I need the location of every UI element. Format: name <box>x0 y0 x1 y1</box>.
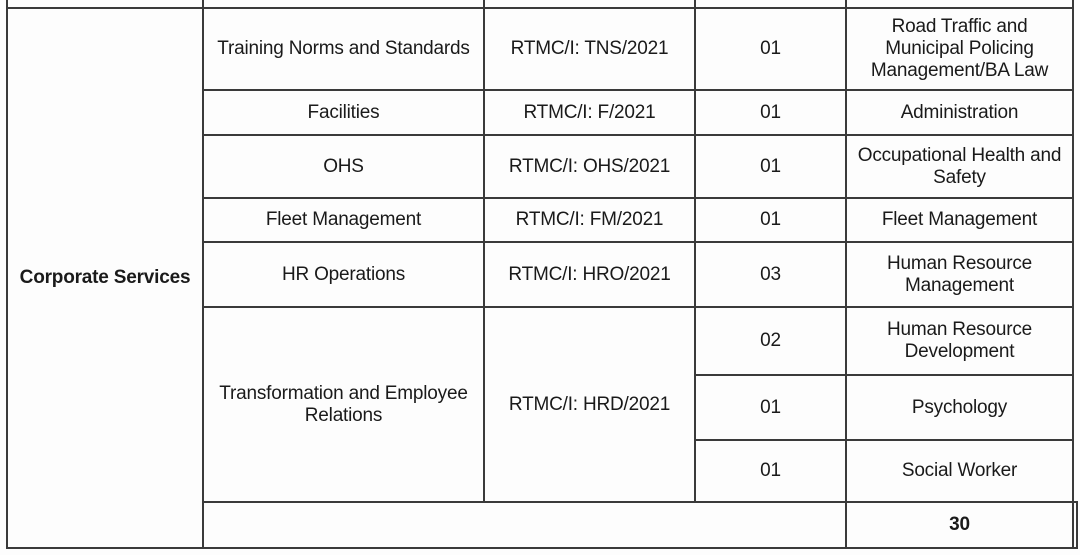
posts-cell: 03 <box>695 242 846 307</box>
field-cell: Occupational Health and Safety <box>846 135 1073 198</box>
posts-cell: 01 <box>695 198 846 242</box>
posts-cell: 01 <box>695 135 846 198</box>
field-cell: Administration <box>846 90 1073 135</box>
unit-cell: Facilities <box>203 90 484 135</box>
department-cell: Corporate Services <box>7 8 203 548</box>
reference-cell: RTMC/I: HRO/2021 <box>484 242 695 307</box>
table-row-top-stub <box>7 0 1077 8</box>
table-cell <box>1073 502 1077 548</box>
table-cell <box>846 0 1073 8</box>
reference-cell: RTMC/I: TNS/2021 <box>484 8 695 90</box>
field-cell: Social Worker <box>846 440 1073 502</box>
table-cell <box>7 0 203 8</box>
posts-table <box>6 0 1078 549</box>
unit-cell: Training Norms and Standards <box>203 8 484 90</box>
unit-cell: HR Operations <box>203 242 484 307</box>
reference-cell: RTMC/I: OHS/2021 <box>484 135 695 198</box>
table-cell <box>484 0 695 8</box>
posts-cell: 01 <box>695 440 846 502</box>
field-cell: Fleet Management <box>846 198 1073 242</box>
unit-cell: Transformation and Employee Relations <box>203 307 484 502</box>
table-row <box>7 8 1077 90</box>
posts-cell: 01 <box>695 375 846 440</box>
field-cell: Human Resource Development <box>846 307 1073 375</box>
reference-cell: RTMC/I: FM/2021 <box>484 198 695 242</box>
field-cell: Human Resource Management <box>846 242 1073 307</box>
table-cell <box>203 0 484 8</box>
posts-cell: 02 <box>695 307 846 375</box>
reference-cell: RTMC/I: HRD/2021 <box>484 307 695 502</box>
unit-cell: Fleet Management <box>203 198 484 242</box>
total-label-cell <box>203 502 846 548</box>
posts-cell: 01 <box>695 8 846 90</box>
unit-cell: OHS <box>203 135 484 198</box>
reference-cell: RTMC/I: F/2021 <box>484 90 695 135</box>
total-cell: 30 <box>846 502 1073 548</box>
field-cell: Psychology <box>846 375 1073 440</box>
posts-cell: 01 <box>695 90 846 135</box>
table-cell <box>695 0 846 8</box>
field-cell: Road Traffic and Municipal Policing Management/BA Law <box>846 8 1073 90</box>
